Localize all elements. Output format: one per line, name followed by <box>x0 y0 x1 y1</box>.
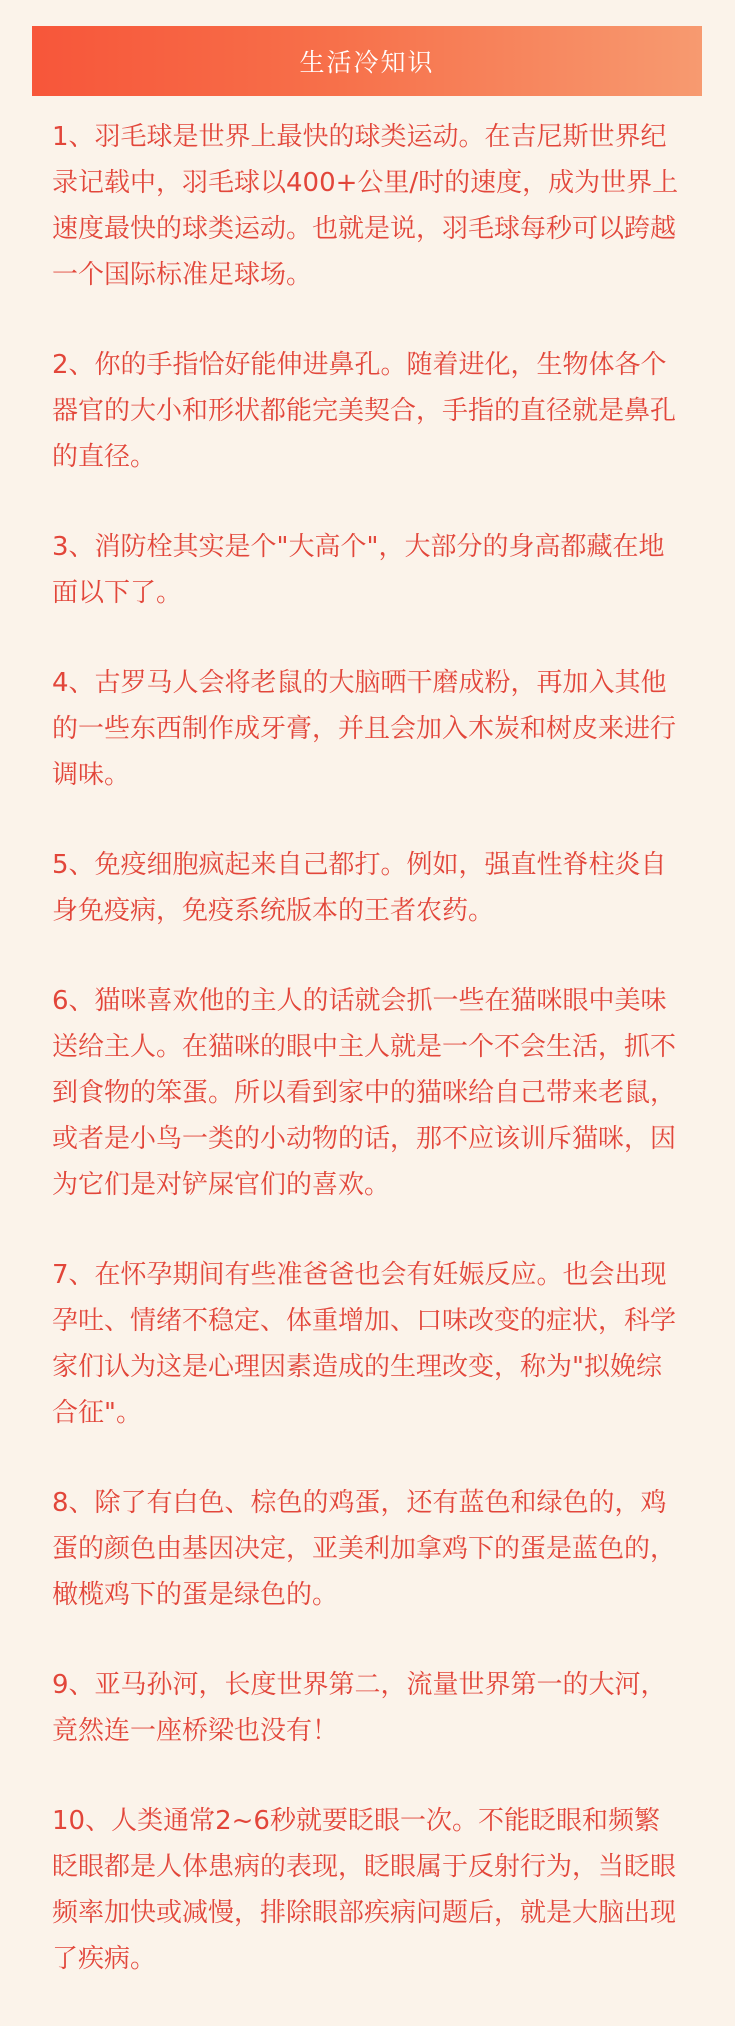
fact-item-6: 6、猫咪喜欢他的主人的话就会抓一些在猫咪眼中美味送给主人。在猫咪的眼中主人就是一个不会生活，抓不到食物的笨蛋。所以看到家中的猫咪给自己带来老鼠，或者是小鸟一类的小动物的话，那不应该训斥猫咪，因为它们是对铲屎官们的喜欢。 <box>52 986 677 1200</box>
fact-item-10: 10、人类通常2~6秒就要眨眼一次。不能眨眼和频繁眨眼都是人体患病的表现，眨眼属于反射行为，当眨眼频率加快或减慢，排除眼部疾病问题后，就是大脑出现了疾病。 <box>52 1806 677 1974</box>
fact-item-7: 7、在怀孕期间有些准爸爸也会有妊娠反应。也会出现孕吐、情绪不稳定、体重增加、口味改变的症状，科学家们认为这是心理因素造成的生理改变，称为"拟娩综合征"。 <box>52 1260 677 1428</box>
fact-item-9: 9、亚马孙河，长度世界第二，流量世界第一的大河，竟然连一座桥梁也没有！ <box>52 1670 667 1746</box>
fact-item-5: 5、免疫细胞疯起来自己都打。例如，强直性脊柱炎自身免疫病，免疫系统版本的王者农药。 <box>52 850 667 926</box>
fact-item-1: 1、羽毛球是世界上最快的球类运动。在吉尼斯世界纪录记载中，羽毛球以400+公里/时的速度，成为世界上速度最快的球类运动。也就是说，羽毛球每秒可以跨越一个国际标准足球场。 <box>52 122 679 290</box>
fact-item-2: 2、你的手指恰好能伸进鼻孔。随着进化，生物体各个器官的大小和形状都能完美契合，手指的直径就是鼻孔的直径。 <box>52 350 677 472</box>
facts-list <box>52 114 682 2026</box>
fact-item-8: 8、除了有白色、棕色的鸡蛋，还有蓝色和绿色的，鸡蛋的颜色由基因决定，亚美利加拿鸡下的蛋是蓝色的，橄榄鸡下的蛋是绿色的。 <box>52 1488 677 1610</box>
fact-item-4: 4、古罗马人会将老鼠的大脑晒干磨成粉，再加入其他的一些东西制作成牙膏，并且会加入木炭和树皮来进行调味。 <box>52 668 677 790</box>
header-banner <box>32 26 702 96</box>
fact-item-3: 3、消防栓其实是个"大高个"，大部分的身高都藏在地面以下了。 <box>52 532 665 608</box>
page-title: 生活冷知识 <box>299 48 435 77</box>
